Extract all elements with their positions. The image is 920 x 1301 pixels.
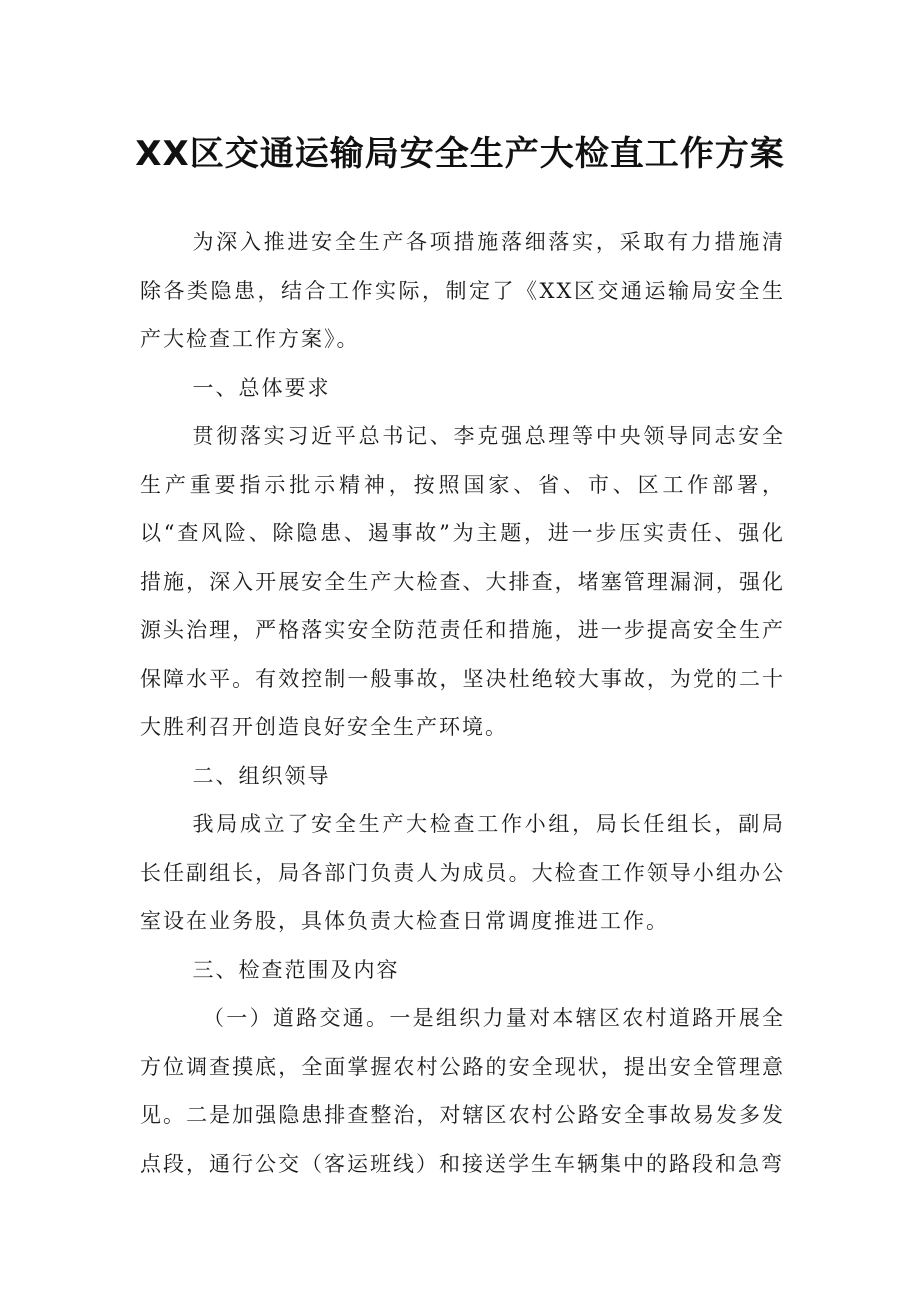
document-title: XX区交通运输局安全生产大检直工作方案 <box>135 134 785 174</box>
document-body <box>140 218 785 1188</box>
general-requirements-paragraph: 贯彻落实习近平总书记、李克强总理等中央领导同志安全生产重要指示批示精神，按照国家、省、市、区工作部署，以“查风险、除隐患、遏事故”为主题，进一步压实责任、强化措施，深入开展安全生产大检查、大排查，堵塞管理漏洞，强化源头治理，严格落实安全防范责任和措施，进一步提高安全生产保障水平。有效控制一般事故，坚决杜绝较大事故，为党的二十大胜利召开创造良好安全生产环境。 <box>140 424 785 739</box>
road-traffic-paragraph: （一）道路交通。一是组织力量对本辖区农村道路开展全方位调查摸底，全面掌握农村公路的安全现状，提出安全管理意见。二是加强隐患排查整治，对辖区农村公路安全事故易发多发点段，通行公交（客运班线）和接送学生车辆集中的路段和急弯 <box>140 1006 785 1176</box>
section-heading-organization: 二、组织领导 <box>192 763 331 788</box>
intro-paragraph: 为深入推进安全生产各项措施落细落实，采取有力措施清除各类隐患，结合工作实际，制定了《XX区交通运输局安全生产大检查工作方案》。 <box>140 230 785 351</box>
section-heading-general-requirements: 一、总体要求 <box>192 375 331 400</box>
section-heading-scope: 三、检查范围及内容 <box>192 957 400 982</box>
organization-paragraph: 我局成立了安全生产大检查工作小组，局长任组长，副局长任副组长，局各部门负责人为成员。大检查工作领导小组办公室设在业务股，具体负责大检查日常调度推进工作。 <box>140 812 785 933</box>
